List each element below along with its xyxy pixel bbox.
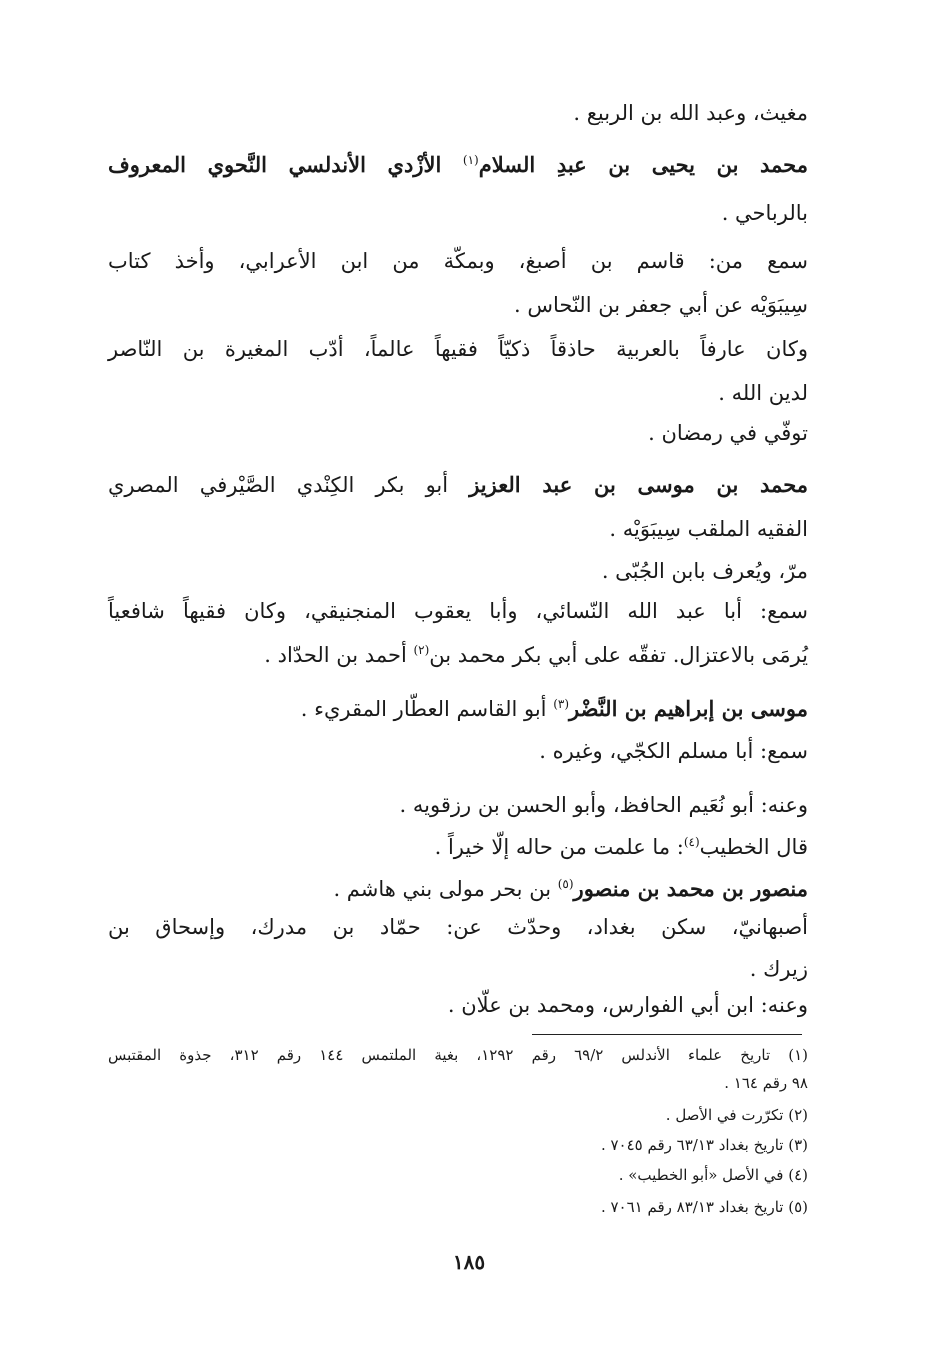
footnote: (١) تاريخ علماء الأندلس ٦٩/٢ رقم ١٢٩٢، بغية الملتمس ١٤٤ رقم ٣١٢، جذوة المقتبس	[108, 1046, 809, 1064]
text-line: وكان عارفاً بالعربية حاذقاً ذكيّاً فقيهاً عالماً، أدّب المغيرة بن النّاصر	[108, 337, 808, 361]
text-line: سِيبَوَيْه عن أبي جعفر بن النّحاس .	[514, 293, 808, 317]
footnote: ٩٨ رقم ١٦٤ .	[724, 1074, 808, 1092]
text-line: سمع: أبا مسلم الكجّي، وغيره .	[539, 739, 808, 763]
entry-heading: محمد بن موسى بن عبد العزيز أبو بكر الكِنْدي الصَّيْرفي المصري	[108, 472, 809, 497]
text-line: توفّي في رمضان .	[648, 421, 808, 445]
entry-name: منصور بن محمد بن منصور	[573, 876, 808, 901]
footnote-divider	[532, 1034, 802, 1035]
page-number: ١٨٥	[452, 1250, 486, 1274]
text-line: سمع: أبا عبد الله النّسائي، وأبا يعقوب المنجنيقي، وكان فقيهاً شافعياً	[108, 599, 808, 623]
entry-heading: منصور بن محمد بن منصور$^{(٥)}$ بن بحر مولى بني هاشم .	[333, 876, 808, 901]
text-line: الفقيه الملقب سِيبَوَيْه .	[609, 517, 808, 541]
footnote-ref: (١)	[462, 153, 479, 167]
footnote-ref: (٢)	[413, 643, 430, 657]
text-line: مرّ، ويُعرف بابن الجُبّى .	[601, 559, 808, 583]
text-line: أصبهانيّ، سكن بغداد، وحدّث عن: حمّاد بن مدرك، وإسحاق بن	[108, 915, 808, 939]
text-line: سمع من: قاسم بن أصبغ، وبمكّة من ابن الأعرابي، وأخذ كتاب	[108, 249, 808, 273]
entry-name: محمد بن يحيى بن عبدِ السلام	[478, 152, 808, 177]
text-line: وعنه: أبو نُعَيم الحافظ، وأبو الحسن بن رزقويه .	[399, 793, 808, 817]
footnote: (٢) تكرّرت في الأصل .	[665, 1106, 808, 1124]
footnote: (٤) في الأصل «أبو الخطيب» .	[618, 1166, 808, 1184]
entry-name: محمد بن موسى بن عبد العزيز	[469, 472, 809, 497]
entry-heading: موسى بن إبراهيم بن النَّضْر$^{(٣)}$ أبو القاسم العطّار المقريء .	[300, 696, 808, 721]
text-line: مغيث، وعبد الله بن الربيع .	[573, 101, 808, 125]
footnote: (٥) تاريخ بغداد ٨٣/١٣ رقم ٧٠٦١ .	[600, 1198, 808, 1216]
footnote: (٣) تاريخ بغداد ٦٣/١٣ رقم ٧٠٤٥ .	[600, 1136, 808, 1154]
footnote-ref: (٣)	[553, 697, 570, 711]
footnote-ref: (٥)	[557, 877, 574, 891]
entry-name: موسى بن إبراهيم بن النَّضْر	[569, 696, 808, 721]
text-line: زيرك .	[749, 957, 808, 981]
entry-heading: محمد بن يحيى بن عبدِ السلام$^{(١)}$ الأزْدي الأندلسي النَّحوي المعروف	[108, 152, 808, 177]
text-line: يُرمَى بالاعتزال. تفقّه على أبي بكر محمد بن$^{(٢)}$ أحمد بن الحدّاد .	[264, 643, 808, 667]
text-line: قال الخطيب$^{(٤)}$: ما علمت من حاله إلّا خيراً .	[434, 835, 808, 859]
text-line: لدين الله .	[718, 381, 808, 405]
text-line: بالرباحي .	[721, 201, 808, 225]
text-line: وعنه: ابن أبي الفوارس، ومحمد بن علّان .	[447, 993, 808, 1017]
footnote-ref: (٤)	[683, 835, 700, 849]
